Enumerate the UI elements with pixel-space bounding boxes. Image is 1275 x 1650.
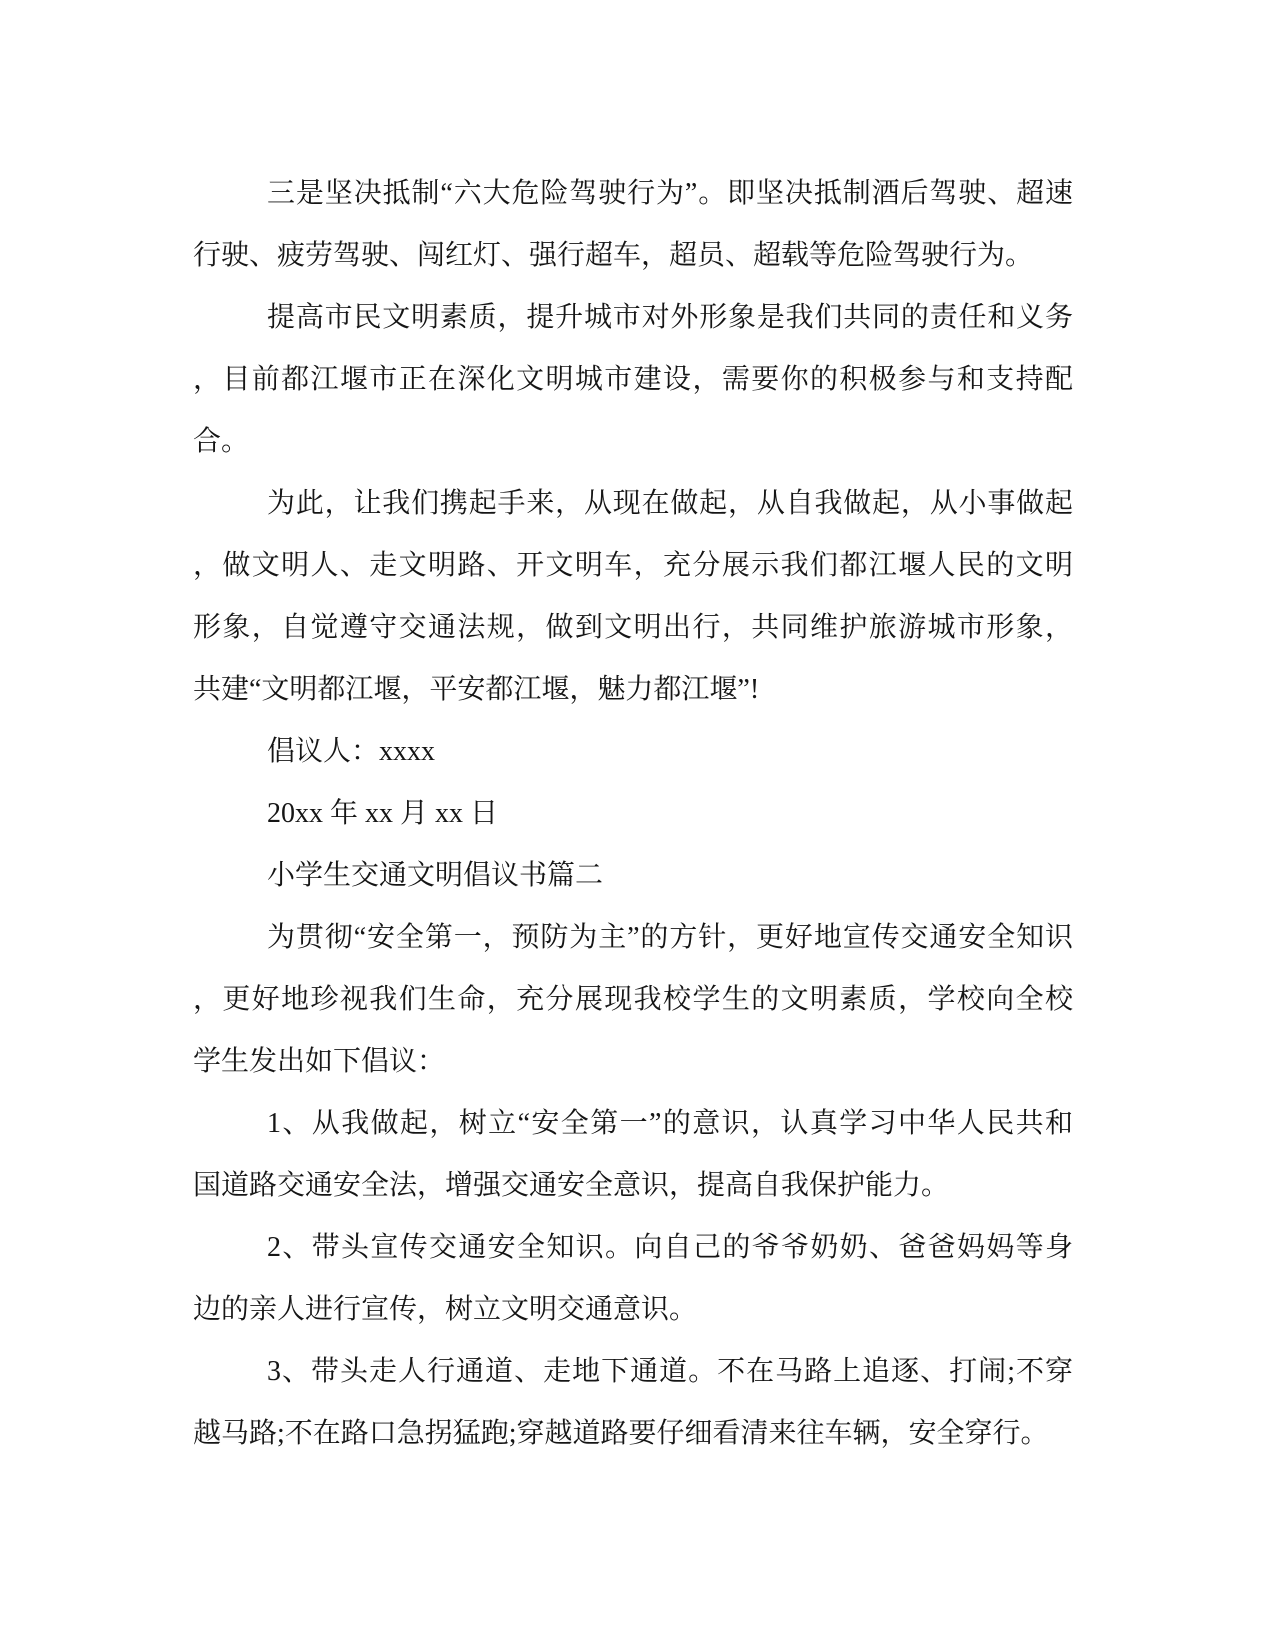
text-line: 三是坚决抵制“六大危险驾驶行为”。即坚决抵制酒后驾驶、超速 xyxy=(267,178,1073,209)
text-line: 边的亲人进行宣传，树立文明交通意识。 xyxy=(193,1294,698,1325)
section-title-line: 小学生交通文明倡议书篇二 xyxy=(267,860,604,891)
text-line: 学生发出如下倡议： xyxy=(193,1046,446,1077)
text-line: 合。 xyxy=(193,426,250,457)
text-line: 行驶、疲劳驾驶、闯红灯、强行超车，超员、超载等危险驾驶行为。 xyxy=(193,240,1034,271)
text-line: 为此，让我们携起手来，从现在做起，从自我做起，从小事做起 xyxy=(267,488,1073,519)
text-line: 共建“文明都江堰，平安都江堰，魅力都江堰”! xyxy=(193,674,760,705)
text-line: 形象，自觉遵守交通法规，做到文明出行，共同维护旅游城市形象， xyxy=(193,612,1073,643)
text-line: 提高市民文明素质，提升城市对外形象是我们共同的责任和义务 xyxy=(267,302,1073,333)
text-line: 为贯彻“安全第一，预防为主”的方针，更好地宣传交通安全知识 xyxy=(267,922,1073,953)
date-line: 20xx 年 xx 月 xx 日 xyxy=(267,798,499,829)
text-line: 国道路交通安全法，增强交通安全意识，提高自我保护能力。 xyxy=(193,1170,950,1201)
text-line: 越马路;不在路口急拐猛跑;穿越道路要仔细看清来往车辆，安全穿行。 xyxy=(193,1418,1049,1449)
list-item-line: 1、从我做起，树立“安全第一”的意识，认真学习中华人民共和 xyxy=(267,1108,1073,1139)
list-item-line: 3、带头走人行通道、走地下通道。不在马路上追逐、打闹;不穿 xyxy=(267,1356,1073,1387)
list-item-line: 2、带头宣传交通安全知识。向自己的爷爷奶奶、爸爸妈妈等身 xyxy=(267,1232,1073,1263)
proposer-line: 倡议人：xxxx xyxy=(267,736,436,767)
text-line: ，目前都江堰市正在深化文明城市建设，需要你的积极参与和支持配 xyxy=(193,364,1073,395)
text-line: ，更好地珍视我们生命，充分展现我校学生的文明素质，学校向全校 xyxy=(193,984,1073,1015)
text-line: ，做文明人、走文明路、开文明车，充分展示我们都江堰人民的文明 xyxy=(193,550,1073,581)
text-block xyxy=(193,163,1073,1465)
